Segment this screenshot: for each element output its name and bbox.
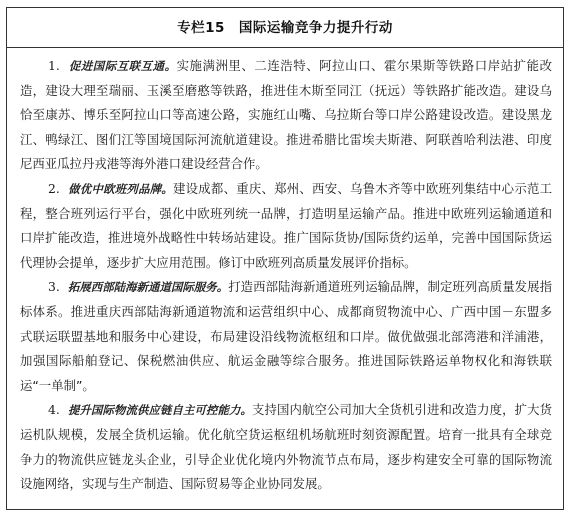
- paragraph-heading: 做优中欧班列品牌。: [68, 181, 173, 196]
- paragraph-4: [20, 398, 552, 496]
- paragraph-number: 2.: [48, 180, 60, 196]
- box-title: [7, 8, 563, 48]
- box-title-label: 专栏15: [177, 20, 225, 36]
- paragraph-3: [20, 275, 552, 398]
- paragraph-body: 打造西部陆海新通道班列运输品牌，制定班列高质量发展指标体系。推进重庆西部陆海新通道物流和运营组织中心、成都商贸物流中心、广西中国－东盟多式联运联盟基地和服务中心建设，布局建设沿线物流枢纽和口岸。做优做强北部湾港和洋浦港，加强国际船舶登记、保税燃油供应、航运金融等综合服务。推进国际铁路运单物权化和海铁联运“一单制”。: [20, 279, 552, 393]
- paragraph-number: 3.: [48, 279, 60, 295]
- box-title-text: 国际运输竞争力提升行动: [238, 20, 393, 36]
- column-box: [6, 7, 564, 510]
- paragraph-heading: 促进国际互联互通。: [68, 59, 177, 73]
- paragraph-body: 实施满洲里、二连浩特、阿拉山口、霍尔果斯等铁路口岸站扩能改造，建设大理至瑞丽、玉溪至磨憨等铁路，推进佳木斯至同江（抚远）等铁路扩能改造。建设乌恰至康苏、博乐至阿拉山口等高速公路，实施红山嘴、乌拉斯台等口岸公路建设改造。建设黑龙江、鸭绿江、图们江等国境国际河流航道建设。推进希腊比雷埃夫斯港、阿联酋哈利法港、印度尼西亚瓜拉丹戎港等海外港口建设经营合作。: [20, 58, 552, 172]
- box-content: [20, 54, 552, 497]
- paragraph-2: [20, 177, 552, 275]
- paragraph-1: [20, 54, 552, 177]
- paragraph-body: 支持国内航空公司加大全货机引进和改造力度，扩大货运机队规模，发展全货机运输。优化航空货运枢纽机场航班时刻资源配置。培育一批具有全球竞争力的物流供应链龙头企业，引导企业优化境内外物流节点布局，逐步构建安全可靠的国际物流设施网络，实现与生产制造、国际贸易等企业协同发展。: [20, 402, 552, 492]
- paragraph-number: 1.: [48, 58, 60, 73]
- paragraph-heading: 提升国际物流供应链自主可控能力。: [67, 403, 252, 418]
- paragraph-heading: 拓展西部陆海新通道国际服务。: [67, 280, 229, 295]
- paragraph-body: 建设成都、重庆、郑州、西安、乌鲁木齐等中欧班列集结中心示范工程，整合班列运行平台，强化中欧班列统一品牌，打造明星运输产品。推进中欧班列运输通道和口岸扩能改造，推进境外战略性中转场站建设。推广国际货协/国际货约运单，完善中国国际货运代理协会提单，逐步扩大应用范围。修订中欧班列高质量发展评价指标。: [20, 180, 552, 270]
- paragraph-number: 4.: [48, 402, 60, 418]
